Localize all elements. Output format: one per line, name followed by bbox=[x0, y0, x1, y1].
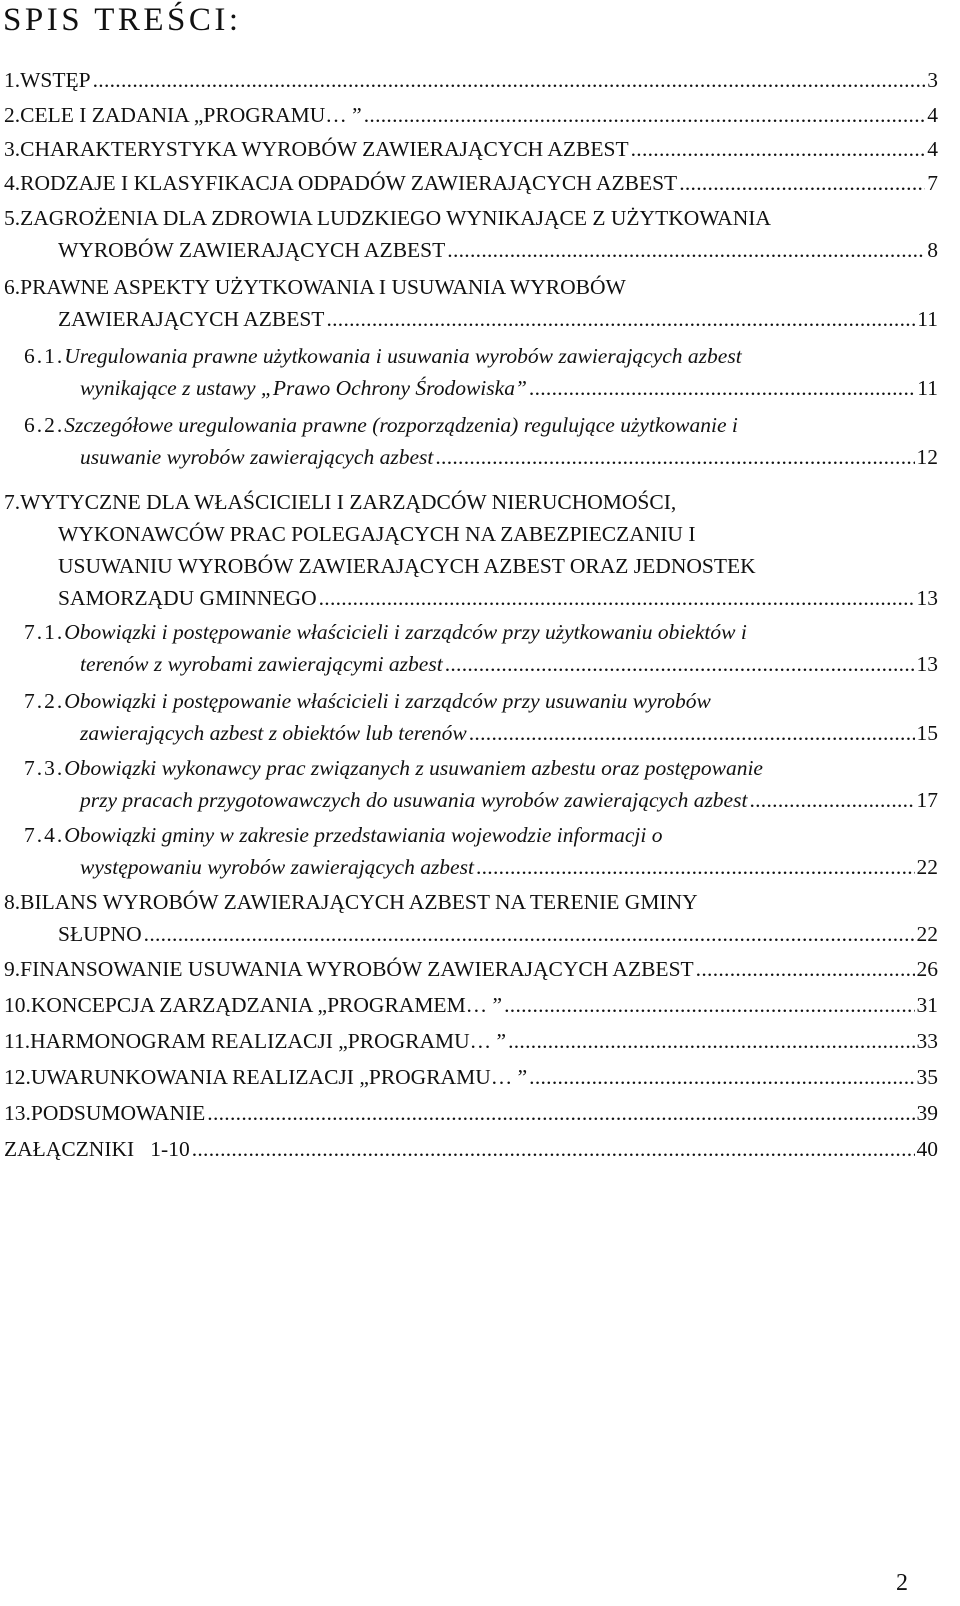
toc-entry-text: występowaniu wyrobów zawierających azbest bbox=[80, 855, 474, 879]
dot-leader bbox=[93, 64, 926, 96]
toc-entry-text: Obowiązki gminy w zakresie przedstawiania wojewodzie informacji o bbox=[64, 823, 663, 847]
dot-leader bbox=[529, 1061, 914, 1093]
toc-entry-text: przy pracach przygotowawczych do usuwania wyrobów zawierających azbest bbox=[80, 788, 748, 812]
toc-entry[interactable] bbox=[4, 1133, 938, 1165]
toc-entry-page: 11 bbox=[917, 307, 938, 331]
dot-leader bbox=[696, 953, 915, 985]
toc-entry[interactable] bbox=[4, 685, 938, 749]
dot-leader bbox=[476, 851, 915, 883]
toc-entry[interactable] bbox=[4, 202, 938, 266]
toc-entry-page: 35 bbox=[916, 1065, 938, 1089]
toc-entry-page: 7 bbox=[927, 171, 938, 195]
toc-entry-text: SŁUPNO bbox=[58, 922, 142, 946]
toc-entry-text: CELE I ZADANIA „PROGRAMU… ” bbox=[20, 103, 362, 127]
toc-entry-page: 39 bbox=[916, 1101, 938, 1125]
toc-entry-text: Obowiązki i postępowanie właścicieli i zarządców przy usuwaniu wyrobów bbox=[64, 689, 711, 713]
toc-entry[interactable] bbox=[4, 64, 938, 96]
toc-entry[interactable] bbox=[4, 989, 938, 1021]
toc-entry-number: 6.2. bbox=[24, 413, 65, 437]
toc-entry[interactable] bbox=[4, 133, 938, 165]
dot-leader bbox=[631, 133, 926, 165]
toc-entry-page: 17 bbox=[916, 788, 938, 812]
toc-entry-text: wynikające z ustawy „Prawo Ochrony Środowiska” bbox=[80, 376, 527, 400]
dot-leader bbox=[469, 717, 915, 749]
toc-entry-text: FINANSOWANIE USUWANIA WYROBÓW ZAWIERAJĄCYCH AZBEST bbox=[20, 957, 694, 981]
toc-entry-text: Uregulowania prawne użytkowania i usuwania wyrobów zawierających azbest bbox=[64, 344, 742, 368]
toc-entry-text: SAMORZĄDU GMINNEGO bbox=[58, 586, 317, 610]
toc-entry-page: 12 bbox=[916, 445, 938, 469]
toc-entry-number: 8. bbox=[4, 890, 21, 914]
toc-entry-number: 1. bbox=[4, 68, 21, 92]
dot-leader bbox=[319, 582, 915, 614]
toc-entry-page: 4 bbox=[927, 137, 938, 161]
toc-entry-text: Szczegółowe uregulowania prawne (rozporządzenia) regulujące użytkowanie i bbox=[64, 413, 738, 437]
toc-entry[interactable] bbox=[4, 340, 938, 404]
toc-entry[interactable] bbox=[4, 1097, 938, 1129]
toc-entry-text: KONCEPCJA ZARZĄDZANIA „PROGRAMEM… ” bbox=[30, 993, 503, 1017]
dot-leader bbox=[435, 441, 914, 473]
toc-entry-page: 3 bbox=[927, 68, 938, 92]
dot-leader bbox=[679, 167, 925, 199]
toc-entry[interactable] bbox=[4, 1025, 938, 1057]
toc-entry[interactable] bbox=[4, 752, 938, 816]
toc-entry-text: ZAWIERAJĄCYCH AZBEST bbox=[58, 307, 325, 331]
toc-entry[interactable] bbox=[4, 99, 938, 131]
toc-entry-number: 7.2. bbox=[24, 689, 65, 713]
toc-entry-text: ZAGROŻENIA DLA ZDROWIA LUDZKIEGO WYNIKAJĄCE Z UŻYTKOWANIA bbox=[20, 206, 771, 230]
toc-entry-number: 4. bbox=[4, 171, 21, 195]
page-number: 2 bbox=[896, 1570, 908, 1596]
toc-entry-text: UWARUNKOWANIA REALIZACJI „PROGRAMU… ” bbox=[30, 1065, 528, 1089]
toc-entry-text: terenów z wyrobami zawierającymi azbest bbox=[80, 652, 443, 676]
dot-leader bbox=[192, 1133, 915, 1165]
toc-entry[interactable] bbox=[4, 167, 938, 199]
dot-leader bbox=[445, 648, 915, 680]
toc-entry-number: 9. bbox=[4, 957, 21, 981]
toc-entry-number: 6. bbox=[4, 275, 21, 299]
toc-entry-number: 12. bbox=[4, 1065, 31, 1089]
toc-entry[interactable] bbox=[4, 886, 938, 950]
dot-leader bbox=[364, 99, 926, 131]
toc-entry[interactable] bbox=[4, 271, 938, 335]
toc-entry-text: zawierających azbest z obiektów lub terenów bbox=[80, 721, 467, 745]
toc-entry[interactable] bbox=[4, 953, 938, 985]
toc-entry-number: 10. bbox=[4, 993, 31, 1017]
toc-entry-number: 7.3. bbox=[24, 756, 65, 780]
toc-entry-page: 31 bbox=[916, 993, 938, 1017]
toc-entry-text: ZAŁĄCZNIKI 1-10 bbox=[4, 1137, 190, 1161]
toc-entry-text: USUWANIU WYROBÓW ZAWIERAJĄCYCH AZBEST ORAZ JEDNOSTEK bbox=[58, 554, 756, 578]
toc-entry-text: CHARAKTERYSTYKA WYROBÓW ZAWIERAJĄCYCH AZBEST bbox=[20, 137, 629, 161]
toc-entry[interactable] bbox=[4, 616, 938, 680]
toc-entry-page: 26 bbox=[916, 957, 938, 981]
toc-entry[interactable] bbox=[4, 409, 938, 473]
toc-title: SPIS TREŚCI: bbox=[3, 2, 242, 38]
toc-entry-page: 13 bbox=[916, 586, 938, 610]
toc-entry-page: 33 bbox=[916, 1029, 938, 1053]
toc-entry-text: usuwanie wyrobów zawierających azbest bbox=[80, 445, 434, 469]
toc-entry-text: HARMONOGRAM REALIZACJI „PROGRAMU… ” bbox=[30, 1029, 507, 1053]
toc-entry-page: 40 bbox=[916, 1137, 938, 1161]
dot-leader bbox=[447, 234, 925, 266]
dot-leader bbox=[504, 989, 914, 1021]
dot-leader bbox=[144, 918, 915, 950]
toc-entry-number: 13. bbox=[4, 1101, 31, 1125]
toc-entry-page: 11 bbox=[917, 376, 938, 400]
toc-entry-number: 6.1. bbox=[24, 344, 65, 368]
toc-entry-text: Obowiązki wykonawcy prac związanych z usuwaniem azbestu oraz postępowanie bbox=[64, 756, 763, 780]
dot-leader bbox=[207, 1097, 914, 1129]
toc-entry[interactable] bbox=[4, 486, 938, 614]
toc-entry-number: 7. bbox=[4, 490, 21, 514]
toc-entry-text: WYROBÓW ZAWIERAJĄCYCH AZBEST bbox=[58, 238, 446, 262]
toc-entry-text: PODSUMOWANIE bbox=[30, 1101, 206, 1125]
toc-entry[interactable] bbox=[4, 819, 938, 883]
toc-entry-number: 11. bbox=[4, 1029, 31, 1053]
toc-entry-text: PRAWNE ASPEKTY UŻYTKOWANIA I USUWANIA WYROBÓW bbox=[20, 275, 626, 299]
toc-entry-text: RODZAJE I KLASYFIKACJA ODPADÓW ZAWIERAJĄCYCH AZBEST bbox=[20, 171, 678, 195]
toc-entry-page: 15 bbox=[916, 721, 938, 745]
dot-leader bbox=[749, 784, 914, 816]
toc-entry-page: 22 bbox=[916, 922, 938, 946]
toc-entry[interactable] bbox=[4, 1061, 938, 1093]
toc-entry-number: 2. bbox=[4, 103, 21, 127]
toc-entry-text: WYKONAWCÓW PRAC POLEGAJĄCYCH NA ZABEZPIECZANIU I bbox=[58, 522, 696, 546]
toc-entry-number: 5. bbox=[4, 206, 21, 230]
toc-entry-number: 3. bbox=[4, 137, 21, 161]
toc-entry-page: 13 bbox=[916, 652, 938, 676]
toc-entry-text: WYTYCZNE DLA WŁAŚCICIELI I ZARZĄDCÓW NIERUCHOMOŚCI, bbox=[20, 490, 677, 514]
toc-entry-page: 8 bbox=[927, 238, 938, 262]
toc-entry-text: BILANS WYROBÓW ZAWIERAJĄCYCH AZBEST NA TERENIE GMINY bbox=[20, 890, 698, 914]
toc-entry-number: 7.4. bbox=[24, 823, 65, 847]
dot-leader bbox=[508, 1025, 914, 1057]
dot-leader bbox=[529, 372, 915, 404]
dot-leader bbox=[326, 303, 915, 335]
toc-entry-page: 22 bbox=[916, 855, 938, 879]
toc-entry-text: Obowiązki i postępowanie właścicieli i zarządców przy użytkowaniu obiektów i bbox=[64, 620, 747, 644]
toc-entry-number: 7.1. bbox=[24, 620, 65, 644]
toc-entry-text: WSTĘP bbox=[20, 68, 91, 92]
toc-entry-page: 4 bbox=[927, 103, 938, 127]
